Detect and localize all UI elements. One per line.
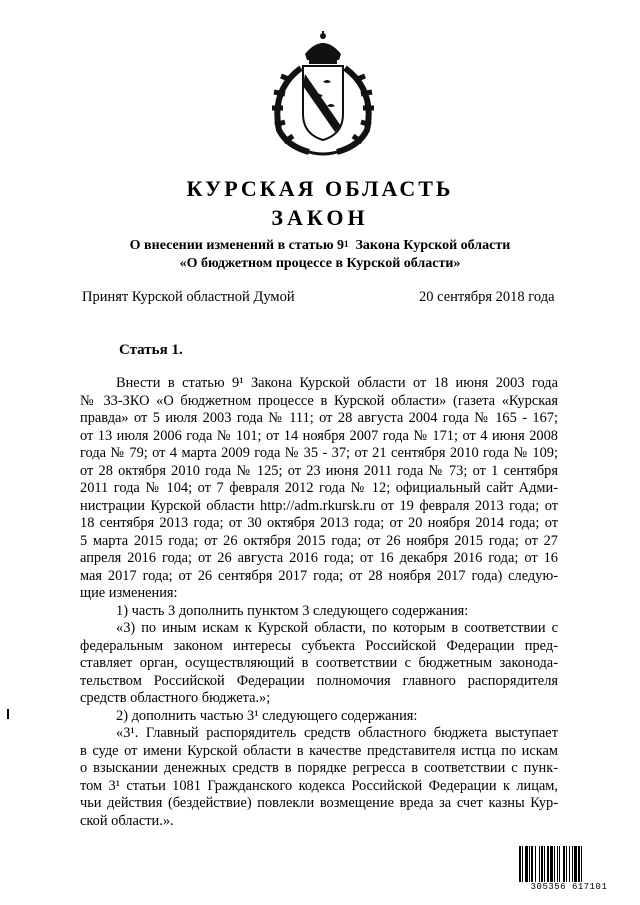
barcode-bar (566, 846, 567, 882)
text-line: года № 79; от 4 марта 2009 года № 35 - 37; от 21 сентября 2010 года № 109; (80, 445, 558, 461)
text-line: ставляет орган, осуществляющий в соответствии с бюджетным законода- (80, 655, 558, 671)
barcode-bar (547, 846, 549, 882)
barcode-bar (539, 846, 540, 882)
text-line: средств областного бюджета.»; (80, 690, 271, 706)
text-line: чьи действия (бездействие) повлекли возмещение вреда за счет казны Кур- (80, 795, 558, 811)
subtitle-part1: О внесении изменений в статью 9 (129, 238, 345, 253)
barcode-bar (544, 846, 545, 882)
barcode-bar (559, 846, 560, 882)
text-line: 18 сентября 2013 года; от 30 октября 2013 года; от 20 ноября 2014 года; от (80, 515, 558, 531)
law-title: ЗАКОН (271, 205, 369, 230)
barcode-bar (572, 846, 573, 882)
barcode-bar (541, 846, 543, 882)
text-line: 2011 года № 104; от 7 февраля 2012 года № 12; официальный сайт Адми- (80, 480, 558, 496)
adoption-date: 20 сентября 2018 года (419, 289, 555, 305)
barcode-bar (550, 846, 553, 882)
text-line: правда» от 5 июля 2003 года № 111; от 28 августа 2004 года № 165 - 167; (80, 410, 558, 426)
article-heading: Статья 1. (119, 342, 183, 358)
barcode-bar (581, 846, 582, 882)
subtitle-part2: Закона Курской области (355, 238, 511, 253)
barcode-bar (554, 846, 555, 882)
text-line: мая 2017 года; от 26 сентября 2017 года; от 28 ноября 2017 года) следую- (80, 567, 558, 584)
barcode-bar (574, 846, 577, 882)
barcode-bar (522, 846, 523, 882)
barcode (518, 846, 620, 882)
text-line: апреля 2016 года; от 26 августа 2016 года; от 16 декабря 2016 года; от 16 (80, 550, 558, 566)
text-line: ской области.». (80, 812, 174, 829)
barcode-bar (531, 846, 533, 882)
text-line: «3¹. Главный распорядитель средств областного бюджета выступает (116, 725, 558, 741)
text-line: нистрации Курской области http://adm.rkursk.ru от 19 февраля 2013 года; от (80, 497, 558, 514)
barcode-bar (563, 846, 565, 882)
text-line: от 13 июля 2006 года № 101; от 14 ноября 2007 года № 171; от 4 июня 2008 (80, 427, 558, 444)
barcode-bar (557, 846, 558, 882)
text-line: 1) часть 3 дополнить пунктом 3 следующего содержания: (116, 602, 469, 619)
subtitle-line2: «О бюджетном процессе в Курской области» (179, 256, 461, 271)
text-line: о взыскании денежных средств в порядке регресса в соответствии с пунк- (80, 760, 558, 776)
text-line: тельством Российской Федерации полномочия главного распорядителя (80, 672, 558, 689)
law-subtitle (0, 237, 640, 273)
barcode-bar (519, 846, 521, 882)
text-line: том 3¹ статьи 1081 Гражданского кодекса Российской Федерации к лицам, (80, 777, 558, 794)
barcode-bar (525, 846, 528, 882)
subtitle-superscript: 1 (344, 239, 349, 249)
article-body (80, 375, 558, 830)
text-line: № 33-ЗКО «О бюджетном процессе в Курской области» (газета «Курская (80, 392, 558, 409)
region-title: КУРСКАЯ ОБЛАСТЬ (186, 176, 454, 201)
text-line: в суде от имени Курской области в качестве представителя истца по искам (80, 742, 558, 759)
barcode-bar (578, 846, 580, 882)
text-line: «3) по иным искам к Курской области, по которым в соответствии с (116, 620, 558, 636)
barcode-bar (535, 846, 536, 882)
text-line: щие изменения: (80, 585, 178, 601)
text-line: от 28 октября 2010 года № 125; от 23 июня 2011 года № 73; от 1 сентября (80, 462, 558, 479)
text-line: 2) дополнить частью 3¹ следующего содержания: (116, 707, 418, 724)
text-line: 5 марта 2015 года; от 26 октября 2015 года; от 26 ноября 2015 года; от 27 (80, 532, 558, 549)
adopted-by: Принят Курской областной Думой (82, 289, 295, 305)
barcode-bar (569, 846, 570, 882)
barcode-number: 305356 617101 (530, 882, 608, 892)
text-line: Внести в статью 9¹ Закона Курской области от 18 июня 2003 года (116, 375, 558, 391)
margin-mark (7, 709, 9, 719)
coat-of-arms-emblem (253, 30, 393, 160)
text-line: федеральным законом интересы субъекта Российской Федерации пред- (80, 637, 558, 654)
barcode-bar (529, 846, 530, 882)
